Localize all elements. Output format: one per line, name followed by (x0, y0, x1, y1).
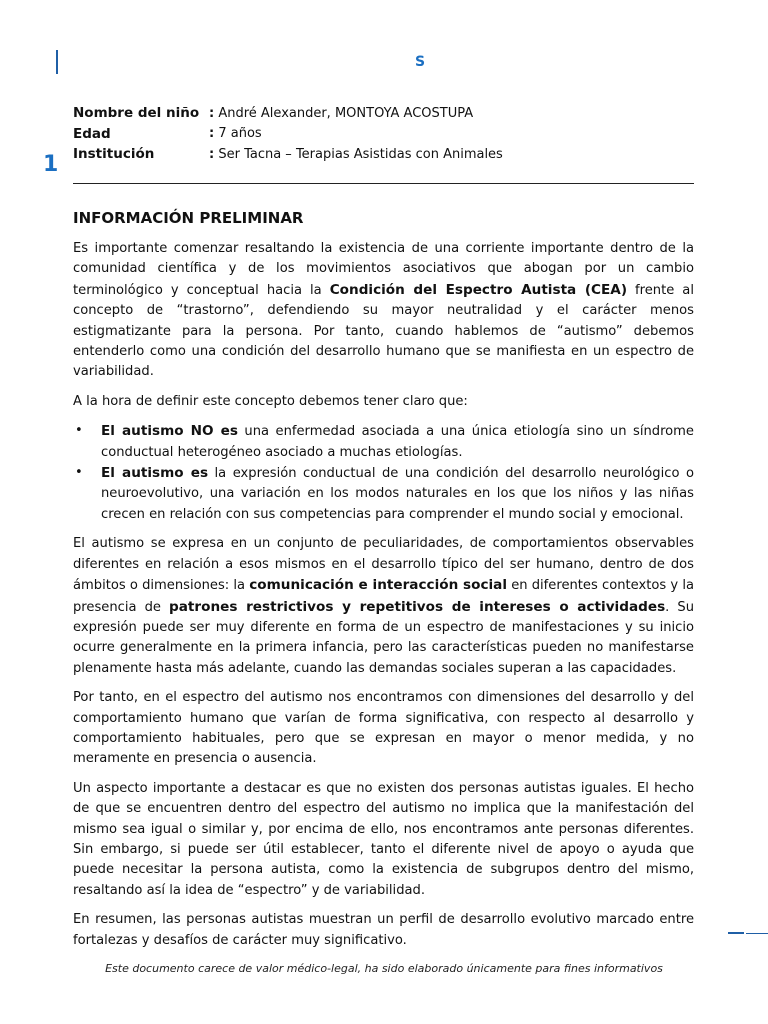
list-item: • El autismo NO es una enfermedad asociada a una única etiología sino un síndrome conductual heterogéneo asociado a muchas etiologías. (75, 423, 694, 460)
info-row-name (73, 103, 503, 124)
list-item: • El autismo es la expresión conductual de una condición del desarrollo neurológico o neuroevolutivo, una variación en los modos naturales en los que los niños y las niñas crecen en relación con sus competencias para comprender el mundo social y emocional. (75, 465, 694, 522)
paragraph-3: El autismo se expresa en un conjunto de peculiaridades, de comportamientos observables diferentes en relación a esos mismos en el desarrollo típico del ser humano, dentro de dos ámbitos o dimensiones: la comunicación e interacción social en diferentes contextos y la presencia de patrones restrictivos y repetitivos de intereses o actividades. Su expresión puede ser muy diferente en forma de un espectro de manifestaciones y su inicio ocurre generalmente en la primera infancia, pero las características pueden no manifestarse plenamente hasta más adelante, cuando las demandas sociales superan a las capacidades. (73, 536, 695, 676)
footer-disclaimer: Este documento carece de valor médico-legal, ha sido elaborado únicamente para fines informativos (105, 962, 663, 975)
header-divider (73, 183, 694, 184)
paragraph-2: A la hora de definir este concepto debemos tener claro que: (73, 393, 468, 409)
definition-list (73, 421, 694, 525)
info-row-institution (73, 144, 503, 165)
paragraph-4: Por tanto, en el espectro del autismo nos encontramos con dimensiones del desarrollo y del comportamiento humano que varían de forma significativa, con respecto al desarrollo y comportamiento habituales, pero que se expresan en mayor o menor medida, y no meramente en presencia o ausencia. (73, 690, 694, 767)
paragraph-1: Es importante comenzar resaltando la existencia de una corriente importante dentro de la comunidad científica y de los movimientos asociativos que abogan por un cambio terminológico y conceptual hacia la Condición del Espectro Autista (CEA) frente al concepto de “trastorno”, defendiendo su mayor neutralidad y el carácter menos estigmatizante para la persona. Por tanto, cuando hablemos de “autismo” debemos entenderlo como una condición del desarrollo humano que se manifiesta en un espectro de variabilidad. (73, 241, 694, 380)
patient-info (73, 103, 503, 165)
info-value: : André Alexander, MONTOYA ACOSTUPA (209, 105, 474, 121)
paragraph-6: En resumen, las personas autistas muestran un perfil de desarrollo evolutivo marcado entre fortalezas y desafíos de carácter muy significativo. (73, 912, 694, 948)
info-row-age (73, 124, 503, 145)
info-value: : 7 años (209, 126, 262, 142)
info-label: Edad (73, 125, 111, 142)
info-value: : Ser Tacna – Terapias Asistidas con Animales (209, 146, 503, 162)
page-number: 1 (43, 152, 59, 177)
section-title: INFORMACIÓN PRELIMINAR (73, 209, 304, 227)
info-label: Institución (73, 146, 155, 163)
corner-mark (728, 932, 744, 934)
header-left-bar (56, 50, 58, 74)
document-body (73, 207, 694, 960)
info-label: Nombre del niño (73, 105, 200, 122)
corner-mark (746, 933, 768, 934)
paragraph-5: Un aspecto importante a destacar es que no existen dos personas autistas iguales. El hecho de que se encuentren dentro del espectro del autismo no implica que la manifestación del mismo sea igual o similar y, por encima de ello, nos encontramos ante personas diferentes. Sin embargo, si puede ser útil establecer, tanto el diferente nivel de apoyo o ayuda que puede necesitar la persona autista, como la existencia de subgrupos dentro del mismo, resaltando así la idea de “espectro” y de variabilidad. (73, 780, 694, 898)
